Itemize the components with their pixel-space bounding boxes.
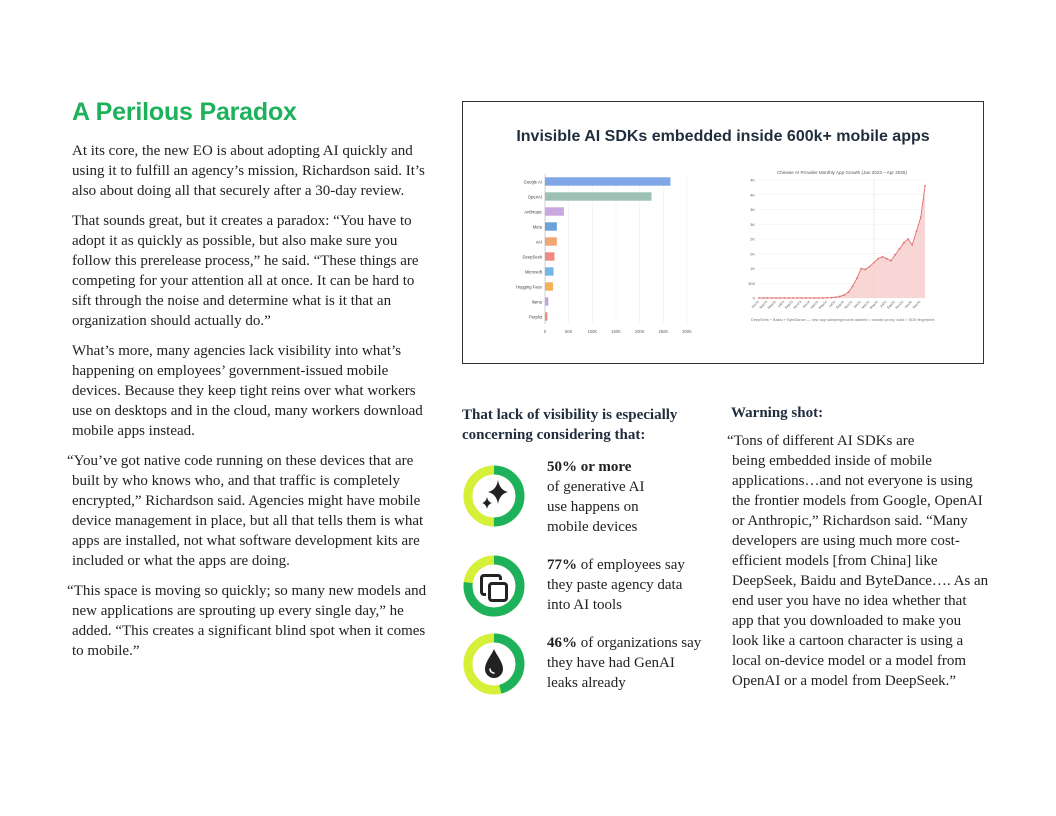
warning-title: Warning shot:	[731, 405, 824, 421]
area-point	[856, 277, 858, 279]
bar-x-tick-label: 0	[543, 329, 547, 334]
bar-x-tick-label: 250K	[658, 329, 669, 334]
area-point	[894, 254, 896, 256]
area-point	[826, 297, 828, 299]
area-point	[767, 297, 769, 299]
bar-category-label: Hugging Face	[515, 284, 542, 290]
area-point	[805, 297, 807, 299]
area-point	[920, 216, 922, 218]
area-point	[911, 244, 913, 246]
bar-x-tick-label: 150K	[611, 329, 621, 334]
area-point	[869, 266, 871, 268]
area-point	[801, 297, 803, 299]
area-y-tick-label: 3K	[750, 207, 755, 212]
area-point	[890, 260, 892, 262]
area-point	[852, 285, 854, 287]
article-body	[67, 141, 428, 671]
stat-value: 77%	[547, 557, 577, 573]
area-point	[822, 297, 824, 299]
area-y-tick-label: 500	[748, 280, 755, 286]
area-point	[924, 185, 926, 187]
area-fill	[759, 186, 925, 298]
stat-description: of employees say they paste agency data into AI tools	[547, 557, 685, 613]
bar-category-label: Anthropic	[524, 209, 542, 215]
area-x-tick-label: May24	[817, 299, 828, 310]
bar	[545, 312, 547, 320]
area-x-tick-label: Jul25	[878, 299, 888, 309]
stat-text	[547, 555, 707, 615]
area-point	[809, 297, 811, 299]
area-y-tick-label: 2K	[750, 236, 755, 242]
warning-quote	[727, 431, 989, 691]
stat-value: 50% or more	[547, 459, 632, 475]
area-y-tick-label: 2K	[750, 251, 755, 257]
bar-category-label: Perplxt	[528, 314, 542, 320]
area-x-tick-label: Mar25	[860, 299, 871, 310]
area-point	[886, 258, 888, 260]
stat-description: of organizations say they have had GenAI leaks already	[547, 635, 702, 691]
area-x-tick-label: Sep23	[783, 299, 794, 310]
bar-category-label: DeepSeek	[522, 254, 542, 260]
area-x-tick-label: Sep24	[835, 299, 845, 310]
area-point	[877, 258, 879, 260]
area-point	[784, 297, 786, 299]
area-point	[903, 242, 905, 244]
area-point	[818, 297, 820, 299]
area-x-tick-label: Jan25	[852, 299, 862, 310]
bar	[545, 222, 557, 230]
figure-panel	[462, 101, 984, 364]
ring-center	[473, 475, 515, 517]
bar-category-label: Microsoft	[525, 269, 542, 275]
area-x-tick-label: Jan26	[903, 299, 913, 310]
bar	[545, 177, 670, 185]
paragraph: What’s more, many agencies lack visibility into what’s happening on employees’ government-issued mobile devices. Because they keep tight reins over what workers use on desktops and in the cloud, many workers download mobile apps instead.	[72, 343, 423, 439]
paragraph: That sounds great, but it creates a paradox: “You have to adopt it as quickly as possible, but also make sure you follow this prerelease process,” he said. “These things are competing for your attention all at once. It can be hard to sift through the noise and determine what is it that an organization should actually do.”	[72, 213, 419, 329]
area-chart-title: Chinese AI Provider Monthly App Growth (Jan 2023 – Apr 2026)	[777, 170, 907, 175]
area-x-tick-label: Mar26	[911, 299, 922, 310]
bar-category-label: OpenAI	[527, 194, 542, 200]
area-point	[907, 238, 909, 240]
bar	[545, 192, 652, 200]
area-point	[839, 296, 841, 298]
area-x-tick-label: Nov24	[843, 299, 854, 310]
area-point	[792, 297, 794, 299]
bar-category-label: xAI	[535, 239, 542, 245]
area-x-tick-label: Sep25	[886, 299, 896, 310]
bar-x-tick-label: 50K	[564, 329, 573, 334]
area-point	[835, 296, 837, 298]
area-point	[775, 297, 777, 299]
section-heading: A Perilous Paradox	[72, 98, 297, 126]
bar	[545, 267, 554, 275]
area-point	[830, 297, 832, 299]
area-x-tick-label: Nov25	[894, 299, 905, 310]
area-x-tick-label: Jul23	[776, 299, 786, 309]
area-point	[813, 297, 815, 299]
area-x-tick-label: Jan23	[750, 299, 760, 310]
figure-charts	[463, 102, 983, 363]
area-point	[779, 297, 781, 299]
stat-description: of generative AI use happens on mobile devices	[547, 479, 645, 535]
area-point	[882, 256, 884, 258]
paragraph: At its core, the new EO is about adopting AI quickly and using it to fulfill an agency’s mission, Richardson said. It’s also about doing all that securely after a 30-day review.	[72, 143, 425, 199]
area-point	[847, 291, 849, 293]
bar	[545, 282, 553, 290]
bar-category-label: Google AI	[523, 179, 542, 185]
area-caption: DeepSeek + Baidu + ByteDance — new app sampling/month dashed = domain proxy; solid = SDK fingerprint	[751, 318, 935, 322]
stat-ring	[462, 554, 526, 618]
area-y-tick-label: 4K	[750, 192, 755, 198]
area-point	[865, 269, 867, 271]
area-point	[758, 297, 760, 299]
warning-text: being embedded inside of mobile applications…and not everyone is using the frontier models from Google, OpenAI or Anthropic,” Richardson said. “Many developers are using much more cost-efficient models [from China] like DeepSeek, Baidu and ByteDance…. As an end user you have no idea whether that app that you downloaded to make you look like a cartoon character is using a local on-device model or a model from OpenAI or a model from DeepSeek.”	[732, 453, 989, 689]
area-x-tick-label: Jan24	[801, 299, 811, 310]
bar-category-label: Meta	[532, 224, 542, 230]
area-x-tick-label: May23	[766, 299, 777, 310]
stat-ring	[462, 464, 526, 528]
bar	[545, 297, 548, 305]
area-point	[899, 248, 901, 250]
area-y-tick-label: 1K	[750, 266, 755, 271]
area-point	[771, 297, 773, 299]
bar-x-tick-label: 300K	[682, 329, 692, 334]
bar	[545, 237, 557, 245]
area-point	[796, 297, 798, 299]
area-point	[843, 294, 845, 296]
stat-text	[547, 633, 707, 693]
stats-title: That lack of visibility is especially concerning considering that:	[462, 407, 678, 443]
bar	[545, 207, 564, 215]
stat-text	[547, 457, 707, 537]
area-x-tick-label: May25	[868, 299, 879, 310]
figure-title: Invisible AI SDKs embedded inside 600k+ mobile apps	[516, 128, 930, 145]
bar-category-label: Ilama	[531, 299, 542, 305]
stat-value: 46%	[547, 635, 577, 651]
paragraph: “You’ve got native code running on these devices that are built by who knows who, and that traffic is completely encrypted,” Richardson said. Agencies might have mobile device management in place, but all that tells them is what apps are installed, not what software development kits are included or what the apps are doing.	[67, 453, 424, 569]
bar-x-tick-label: 100K	[587, 329, 598, 334]
area-x-tick-label: Mar23	[758, 299, 769, 310]
area-point	[916, 230, 918, 232]
bar	[545, 252, 554, 260]
area-x-tick-label: Mar24	[809, 299, 820, 310]
area-x-tick-label: Jul24	[827, 299, 837, 309]
stat-ring	[462, 632, 526, 696]
area-y-tick-label: 3K	[750, 221, 755, 227]
bar-x-tick-label: 200K	[634, 329, 645, 334]
area-y-tick-label: 4K	[750, 177, 755, 183]
paragraph: “This space is moving so quickly; so many new models and new applications are sprouting up every single day,” he added. “This creates a significant blind spot when it comes to mobile.”	[67, 583, 427, 659]
area-point	[762, 297, 764, 299]
area-y-tick-label: 0	[752, 295, 755, 301]
area-point	[788, 297, 790, 299]
area-point	[860, 268, 862, 270]
area-x-tick-label: Nov23	[792, 299, 803, 310]
warning-first-line: “Tons of different AI SDKs are	[727, 433, 915, 449]
